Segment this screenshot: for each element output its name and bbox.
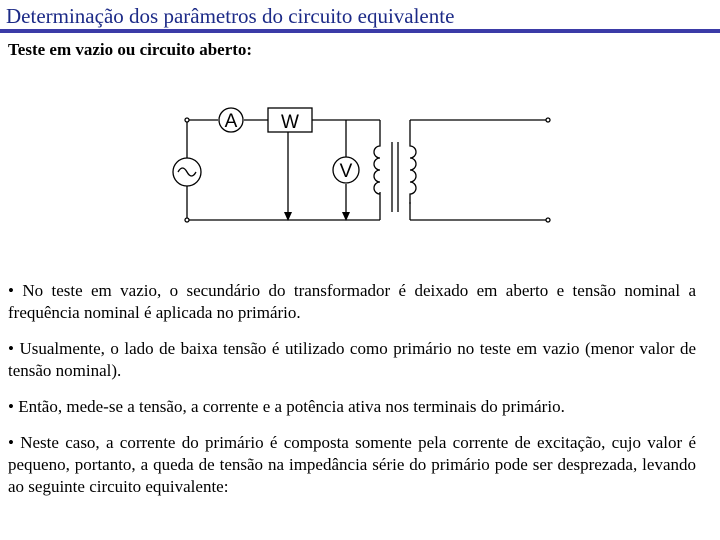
secondary-winding (410, 140, 416, 204)
bullet-list (8, 280, 696, 512)
bullet-item: • Então, mede-se a tensão, a corrente e a potência ativa nos terminais do primário. (8, 397, 565, 416)
slide-title: Determinação dos parâmetros do circuito equivalente (6, 4, 455, 28)
slide-subtitle: Teste em vazio ou circuito aberto: (8, 40, 253, 59)
voltmeter-label: V (339, 161, 353, 182)
terminal-primary-top (185, 118, 189, 122)
terminal-secondary-bottom (546, 218, 550, 222)
ammeter-label: A (224, 111, 238, 132)
terminal-primary-bottom (185, 218, 189, 222)
primary-winding (374, 140, 380, 200)
open-circuit-test-diagram (160, 100, 560, 240)
bullet-item: • Neste caso, a corrente do primário é composta somente pela corrente de excitação, cujo valor é pequeno, portanto, a queda de tensão na impedância série do primário pode ser desprezada, levando ao seguinte circuito equivalente: (8, 433, 696, 496)
bullet-item: • No teste em vazio, o secundário do transformador é deixado em aberto e tensão nominal a frequência nominal é aplicada no primário. (8, 281, 696, 322)
title-underline (0, 29, 720, 33)
bullet-item: • Usualmente, o lado de baixa tensão é utilizado como primário no teste em vazio (menor valor de tensão nominal). (8, 339, 696, 380)
wattmeter-label: W (281, 112, 299, 133)
sine-wave-icon (178, 168, 196, 176)
terminal-secondary-top (546, 118, 550, 122)
